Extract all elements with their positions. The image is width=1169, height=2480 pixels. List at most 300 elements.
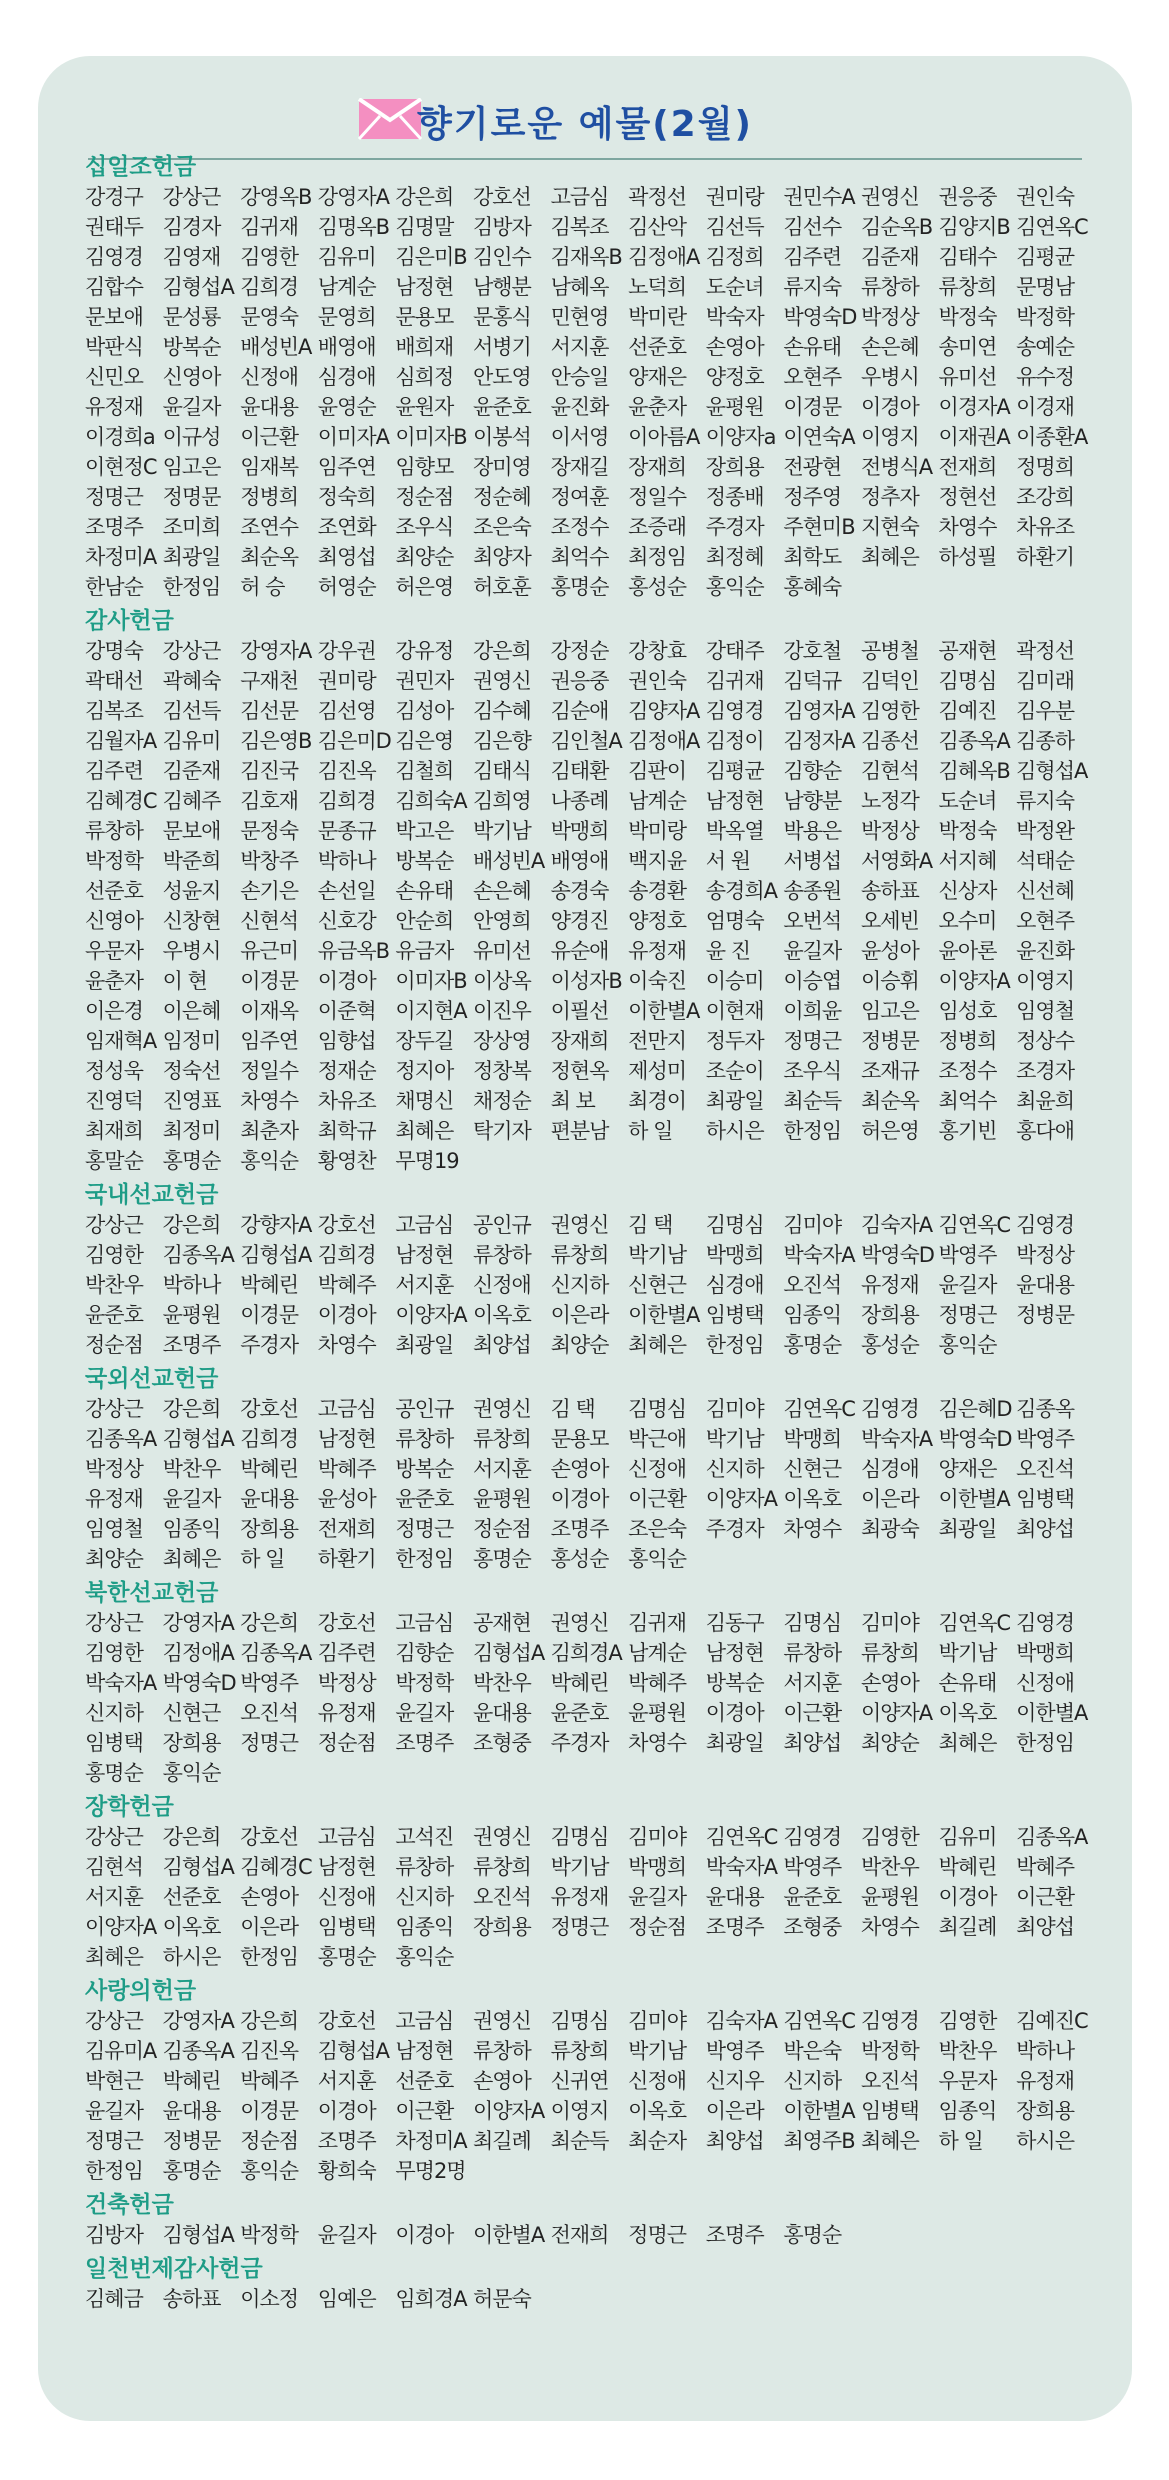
donor-name: 박혜주 (317, 1273, 376, 1297)
donor-name: 임향섭 (317, 1029, 376, 1053)
donor-name: 김연옥C (705, 1825, 778, 1849)
donor-name: 홍말순 (85, 1149, 143, 1173)
donor-name: 진영표 (162, 1089, 221, 1113)
donor-name: 김종선 (860, 729, 919, 753)
donor-name: 손영아 (860, 1671, 919, 1695)
donor-name: 이근환 (1016, 1885, 1074, 1909)
donor-name: 김은혜D (938, 1397, 1012, 1421)
donor-name: 이승미 (705, 969, 764, 993)
donor-name: 정종배 (705, 485, 764, 509)
donor-name: 김희경A (550, 1641, 622, 1665)
donor-name: 강창효 (628, 639, 687, 663)
donor-name: 진영덕 (85, 1089, 143, 1113)
donor-name: 조명주 (85, 515, 143, 539)
donor-name: 류창희 (860, 1641, 919, 1665)
donor-name: 신정애 (1016, 1671, 1074, 1695)
donor-name: 신현근 (628, 1273, 687, 1297)
donor-name: 박정학 (1016, 305, 1074, 329)
offering-section (85, 2190, 1095, 2250)
donor-name: 류지숙 (783, 275, 842, 299)
donor-name: 임영철 (85, 1517, 143, 1541)
donor-name: 정병문 (162, 2129, 221, 2153)
donor-name: 허은영 (860, 1119, 919, 1143)
donor-name: 서지혜 (938, 849, 997, 873)
donor-name: 최양순 (550, 1333, 609, 1357)
donor-name: 윤길자 (85, 2099, 143, 2123)
donor-name: 차유조 (1016, 515, 1074, 539)
donor-name: 박기남 (938, 1641, 997, 1665)
donor-name: 권미랑 (317, 669, 376, 693)
donor-name: 정두자 (705, 1029, 764, 1053)
donor-name: 주경자 (705, 1517, 764, 1541)
donor-name: 김양자A (628, 699, 700, 723)
donor-name: 장희용 (705, 455, 764, 479)
donor-name: 공병철 (860, 639, 919, 663)
donor-name: 고금심 (317, 1397, 376, 1421)
donor-name: 김덕규 (783, 669, 842, 693)
donor-name: 윤평원 (860, 1885, 919, 1909)
donor-name: 김방자 (472, 215, 531, 239)
donor-name: 김재옥B (550, 245, 622, 269)
donor-name: 이옥호 (783, 1487, 842, 1511)
donor-name: 정여훈 (550, 485, 609, 509)
donor-name: 윤진화 (550, 395, 609, 419)
donor-name: 김미야 (860, 1611, 919, 1635)
donor-name: 홍혜숙 (783, 575, 842, 599)
donor-name: 고금심 (395, 1611, 454, 1635)
donor-name: 노정각 (860, 789, 919, 813)
donor-name: 박판식 (85, 335, 143, 359)
donor-name: 김정자A (783, 729, 855, 753)
donor-name: 김준재 (860, 245, 919, 269)
donor-name: 전재희 (317, 1517, 376, 1541)
donor-name: 강우권 (317, 639, 376, 663)
donor-name: 김 택 (550, 1397, 595, 1421)
donor-name: 박혜린 (162, 2069, 221, 2093)
donor-name: 남계순 (317, 275, 376, 299)
donor-name: 박혜린 (240, 1273, 299, 1297)
donor-name: 박혜린 (550, 1671, 609, 1695)
donor-name: 신귀연 (550, 2069, 609, 2093)
donor-name: 오현주 (783, 365, 842, 389)
donor-name: 윤준호 (85, 1303, 143, 1327)
donor-name: 박정상 (85, 1457, 143, 1481)
donor-name: 채정순 (472, 1089, 531, 1113)
donor-name: 주경자 (705, 515, 764, 539)
donor-name: 강은희 (162, 1397, 221, 1421)
offering-section (85, 606, 1095, 1176)
donor-name: 정숙희 (317, 485, 376, 509)
donor-name: 유정재 (860, 1273, 919, 1297)
donor-name: 손은혜 (860, 335, 919, 359)
donor-name: 문영숙 (240, 305, 299, 329)
donor-name: 강상근 (85, 1213, 143, 1237)
donor-name: 양정호 (628, 909, 687, 933)
donor-name: 신창현 (162, 909, 221, 933)
donor-name: 정순점 (628, 1915, 687, 1939)
donor-name: 손유태 (783, 335, 842, 359)
donor-name: 이경문 (240, 1303, 299, 1327)
donor-name: 신선혜 (1016, 879, 1074, 903)
donor-name: 김영경 (783, 1825, 842, 1849)
donor-name: 강상근 (85, 1397, 143, 1421)
donor-name: 남계순 (628, 789, 687, 813)
donor-name: 공재현 (938, 639, 997, 663)
donor-name: 강호선 (240, 1397, 299, 1421)
donor-name: 홍익순 (240, 2159, 299, 2183)
name-list (85, 636, 1095, 1176)
donor-name: 정병희 (938, 1029, 997, 1053)
donor-name: 이은혜 (162, 999, 221, 1023)
donor-name: 권영신 (550, 1213, 609, 1237)
section-title: 사랑의헌금 (85, 1978, 197, 2004)
donor-name: 김유미 (317, 245, 376, 269)
donor-name: 황영찬 (317, 1149, 376, 1173)
donor-name: 김선득 (705, 215, 764, 239)
donor-name: 최혜은 (628, 1333, 687, 1357)
donor-name: 박정상 (1016, 1243, 1074, 1267)
donor-name: 최양순 (860, 1731, 919, 1755)
donor-name: 하환기 (317, 1547, 376, 1571)
donor-name: 권인숙 (1016, 185, 1074, 209)
donor-name: 고금심 (550, 185, 609, 209)
offering-section (85, 1792, 1095, 1972)
donor-name: 유정재 (628, 939, 687, 963)
donor-name: 양재은 (938, 1457, 997, 1481)
donor-name: 조명주 (317, 2129, 376, 2153)
section-title: 감사헌금 (85, 608, 174, 634)
donor-name: 정명문 (162, 485, 221, 509)
donor-name: 정주영 (783, 485, 842, 509)
donor-name: 이경자A (938, 395, 1010, 419)
donor-name: 송하표 (162, 2287, 221, 2311)
donor-name: 김명심 (938, 669, 997, 693)
donor-name: 윤준호 (395, 1487, 454, 1511)
donor-name: 임병택 (860, 2099, 919, 2123)
donor-name: 최길례 (472, 2129, 531, 2153)
donor-name: 조연수 (240, 515, 299, 539)
donor-name: 박창주 (240, 849, 299, 873)
name-list (85, 182, 1095, 602)
donor-name: 김주련 (317, 1641, 376, 1665)
donor-name: 송하표 (860, 879, 919, 903)
donor-name: 신영아 (162, 365, 221, 389)
donor-name: 박은숙 (783, 2039, 842, 2063)
donor-name: 최학규 (317, 1119, 376, 1143)
donor-name: 손선일 (317, 879, 376, 903)
donor-name: 탁기자 (472, 1119, 531, 1143)
donor-name: 전만지 (628, 1029, 687, 1053)
donor-name: 임종익 (162, 1517, 221, 1541)
donor-name: 최양순 (85, 1547, 143, 1571)
donor-name: 김순애 (550, 699, 609, 723)
donor-name: 강호철 (783, 639, 842, 663)
donor-name: 이아름A (628, 425, 700, 449)
donor-name: 김영경 (860, 1397, 919, 1421)
donor-name: 류창희 (472, 1427, 531, 1451)
donor-name: 류창하 (472, 1243, 531, 1267)
donor-name: 문종규 (317, 819, 376, 843)
donor-name: 김명심 (783, 1611, 842, 1635)
donor-name: 강유정 (395, 639, 454, 663)
donor-name: 김은미B (395, 245, 467, 269)
donor-name: 차영수 (938, 515, 997, 539)
donor-name: 이미자B (395, 969, 467, 993)
donor-name: 김숙자A (705, 2009, 777, 2033)
donor-name: 박기남 (628, 2039, 687, 2063)
donor-name: 최순득 (783, 1089, 842, 1113)
page-title: 향기로운 예물(2월) (417, 104, 753, 145)
donor-name: 공인규 (472, 1213, 531, 1237)
donor-name: 권영신 (472, 669, 531, 693)
donor-name: 조명주 (705, 1915, 764, 1939)
donor-name: 이은경 (85, 999, 143, 1023)
donor-name: 김영재 (162, 245, 221, 269)
donor-name: 김형섭A (162, 2223, 234, 2247)
donor-name: 강상근 (85, 1825, 143, 1849)
donor-name: 윤준호 (472, 395, 531, 419)
donor-name: 김경자 (162, 215, 221, 239)
donor-name: 이성자B (550, 969, 622, 993)
donor-name: 박기남 (705, 1427, 764, 1451)
donor-name: 윤진화 (1016, 939, 1074, 963)
donor-name: 정지아 (395, 1059, 454, 1083)
donor-name: 차정미A (85, 545, 157, 569)
donor-name: 이영지 (860, 425, 919, 449)
donor-name: 박찬우 (162, 1457, 221, 1481)
donor-name: 윤대용 (1016, 1273, 1074, 1297)
donor-name: 오번석 (783, 909, 842, 933)
donor-name: 류창희 (550, 1243, 609, 1267)
donor-name: 오수미 (938, 909, 997, 933)
donor-name: 김혜경C (85, 789, 157, 813)
donor-name: 김혜주 (162, 789, 221, 813)
donor-name: 신상자 (938, 879, 997, 903)
donor-name: 박숙자A (85, 1671, 157, 1695)
donor-name: 박혜주 (1016, 1855, 1074, 1879)
donor-name: 배영애 (317, 335, 376, 359)
donor-name: 박영주 (240, 1671, 299, 1695)
donor-name: 최경이 (628, 1089, 687, 1113)
donor-name: 문용모 (550, 1427, 609, 1451)
donor-name: 김덕인 (860, 669, 919, 693)
donor-name: 최영주B (783, 2129, 855, 2153)
donor-name: 강은희 (395, 185, 454, 209)
donor-name: 강영자A (162, 1611, 234, 1635)
donor-name: 이경아 (395, 2223, 454, 2247)
donor-name: 최재희 (85, 1119, 143, 1143)
donor-name: 임재복 (240, 455, 299, 479)
donor-name: 유정재 (1016, 2069, 1074, 2093)
section-title: 국외선교헌금 (85, 1366, 219, 1392)
donor-name: 이경재 (1016, 395, 1074, 419)
donor-name: 임영철 (1016, 999, 1074, 1023)
donor-name: 윤준호 (550, 1701, 609, 1725)
donor-name: 권응중 (938, 185, 997, 209)
donor-name: 이경문 (240, 2099, 299, 2123)
name-list (85, 1822, 1095, 1972)
name-list (85, 2284, 1095, 2314)
donor-name: 서지훈 (85, 1885, 143, 1909)
donor-name: 김 택 (628, 1213, 673, 1237)
donor-name: 제성미 (628, 1059, 687, 1083)
donor-name: 정명근 (938, 1303, 997, 1327)
donor-name: 이현재 (705, 999, 764, 1023)
donor-name: 신정애 (628, 1457, 687, 1481)
donor-name: 이옥호 (938, 1701, 997, 1725)
donor-name: 김영한 (938, 2009, 997, 2033)
donor-name: 김미야 (628, 1825, 687, 1849)
donor-name: 김정이 (705, 729, 764, 753)
donor-name: 김향순 (783, 759, 842, 783)
donor-name: 박맹희 (705, 1243, 764, 1267)
donor-name: 한정임 (85, 2159, 143, 2183)
donor-name: 홍성순 (860, 1333, 919, 1357)
donor-name: 이한별A (783, 2099, 855, 2123)
donor-name: 서지훈 (783, 1671, 842, 1695)
donor-name: 유정재 (85, 395, 143, 419)
donor-name: 김희영 (472, 789, 531, 813)
donor-name: 차정미A (395, 2129, 467, 2153)
donor-name: 홍익순 (240, 1149, 299, 1173)
donor-name: 이미자B (395, 425, 467, 449)
name-list (85, 1210, 1095, 1360)
donor-name: 이승휘 (860, 969, 919, 993)
donor-name: 정명근 (85, 485, 143, 509)
donor-name: 조경자 (1016, 1059, 1074, 1083)
donor-name: 신현근 (783, 1457, 842, 1481)
donor-name: 권태두 (85, 215, 143, 239)
donor-name: 박영숙D (938, 1427, 1012, 1451)
donor-name: 양정호 (705, 365, 764, 389)
donor-name: 강호선 (472, 185, 531, 209)
donor-name: 박정학 (240, 2223, 299, 2247)
donor-name: 임종익 (395, 1915, 454, 1939)
donor-name: 임주연 (317, 455, 376, 479)
donor-name: 하성필 (938, 545, 997, 569)
donor-name: 최양섭 (472, 1333, 531, 1357)
donor-name: 강은희 (240, 1611, 299, 1635)
donor-name: 김형섭A (162, 1855, 234, 1879)
donor-name: 김예진C (1016, 2009, 1088, 2033)
donor-name: 윤길자 (938, 1273, 997, 1297)
donor-name: 한정임 (1016, 1731, 1074, 1755)
donor-name: 김유미A (85, 2039, 157, 2063)
donor-name: 홍명순 (783, 1333, 842, 1357)
donor-name: 유정재 (317, 1701, 376, 1725)
donor-name: 김준재 (162, 759, 221, 783)
donor-name: 김태식 (472, 759, 531, 783)
donor-name: 이은라 (550, 1303, 609, 1327)
donor-name: 신현석 (240, 909, 299, 933)
donor-name: 박하나 (1016, 2039, 1074, 2063)
donor-name: 윤아론 (938, 939, 997, 963)
donor-name: 최정혜 (705, 545, 764, 569)
donor-name: 김영경 (1016, 1213, 1074, 1237)
donor-name: 임병택 (317, 1915, 376, 1939)
donor-name: 하시은 (162, 1945, 221, 1969)
donor-name: 김형섭A (1016, 759, 1088, 783)
donor-name: 신정애 (240, 365, 299, 389)
donor-name: 김미야 (705, 1397, 764, 1421)
donor-name: 최양섭 (1016, 1915, 1074, 1939)
donor-name: 윤성아 (860, 939, 919, 963)
donor-name: 홍익순 (628, 1547, 687, 1571)
donor-name: 이근환 (240, 425, 299, 449)
donor-name: 김희경 (240, 1427, 299, 1451)
donor-name: 전광현 (783, 455, 842, 479)
donor-name: 배성빈A (240, 335, 312, 359)
donor-name: 우문자 (938, 2069, 997, 2093)
donor-name: 홍익순 (395, 1945, 454, 1969)
donor-name: 이양자A (860, 1701, 933, 1725)
donor-name: 임종익 (938, 2099, 997, 2123)
donor-name: 정재순 (317, 1059, 376, 1083)
donor-name: 박혜주 (240, 2069, 299, 2093)
donor-name: 김미야 (628, 2009, 687, 2033)
donor-name: 조명주 (395, 1731, 454, 1755)
section-title: 건축헌금 (85, 2192, 174, 2218)
donor-name: 윤원자 (395, 395, 454, 419)
donor-name: 최광일 (938, 1517, 997, 1541)
donor-name: 주경자 (240, 1333, 299, 1357)
donor-name: 곽혜숙 (162, 669, 221, 693)
donor-name: 윤춘자 (85, 969, 143, 993)
donor-name: 김선득 (162, 699, 221, 723)
donor-name: 허문숙 (472, 2287, 531, 2311)
donor-name: 선준호 (395, 2069, 454, 2093)
donor-name: 신지하 (550, 1273, 609, 1297)
donor-name: 박하나 (317, 849, 376, 873)
donor-name: 박찬우 (85, 1273, 143, 1297)
donor-name: 이희윤 (783, 999, 842, 1023)
donor-name: 차유조 (317, 1089, 376, 1113)
donor-name: 김희경 (317, 789, 376, 813)
donor-name: 이경아 (705, 1701, 764, 1725)
donor-name: 문용모 (395, 305, 454, 329)
donor-name: 손은혜 (472, 879, 531, 903)
donor-name: 임병택 (85, 1731, 143, 1755)
donor-name: 조명주 (550, 1517, 609, 1541)
donor-name: 박정학 (85, 849, 143, 873)
donor-name: 손유태 (395, 879, 454, 903)
donor-name: 박미랑 (628, 819, 687, 843)
donor-name: 김호재 (240, 789, 299, 813)
donor-name: 유수정 (1016, 365, 1074, 389)
donor-name: 윤평원 (628, 1701, 687, 1725)
donor-name: 권영신 (472, 1397, 531, 1421)
donor-name: 정명근 (783, 1029, 842, 1053)
donor-name: 조순이 (705, 1059, 764, 1083)
donor-name: 최영섭 (317, 545, 376, 569)
donor-name: 강은희 (162, 1213, 221, 1237)
donor-name: 박기남 (628, 1243, 687, 1267)
donor-name: 홍성순 (550, 1547, 609, 1571)
donor-name: 김혜금 (85, 2287, 143, 2311)
donor-name: 윤길자 (162, 395, 221, 419)
donor-name: 문보애 (162, 819, 221, 843)
donor-name: 김형섭A (472, 1641, 545, 1665)
donor-name: 조은숙 (628, 1517, 687, 1541)
offering-section (85, 2254, 1095, 2314)
donor-name: 이한별A (628, 1303, 700, 1327)
donor-name: 박정상 (860, 819, 919, 843)
donor-name: 장희용 (240, 1517, 299, 1541)
donor-name: 김영자A (783, 699, 855, 723)
donor-name: 김형섭A (317, 2039, 390, 2063)
donor-name: 박영숙D (162, 1671, 236, 1695)
donor-name: 박영주 (783, 1855, 842, 1879)
